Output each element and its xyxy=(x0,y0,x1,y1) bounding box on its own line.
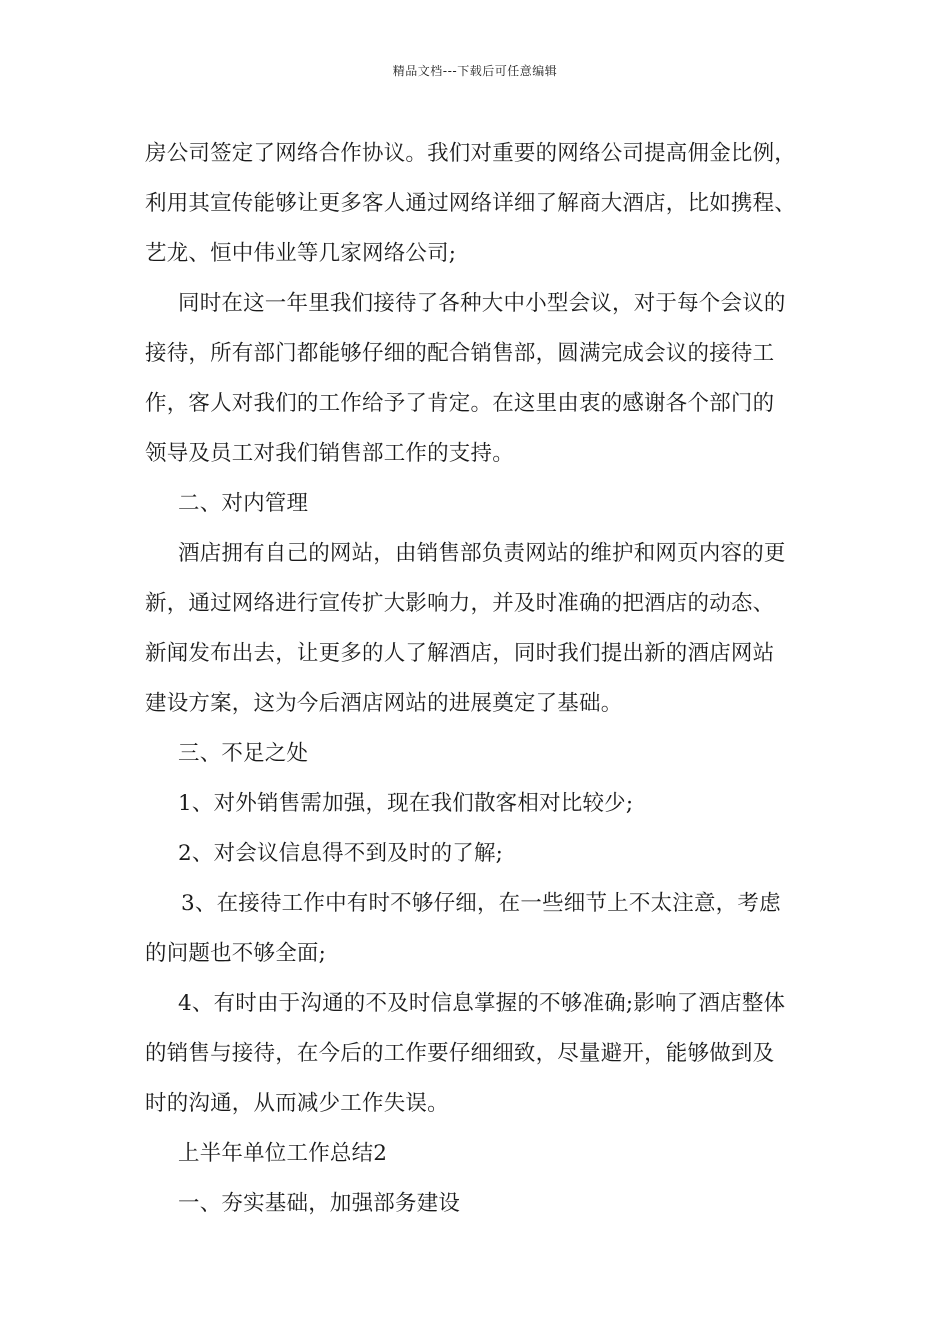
text-line: 建设方案，这为今后酒店网站的进展奠定了基础。 xyxy=(145,691,623,716)
text-line: 的销售与接待，在今后的工作要仔细细致，尽量避开，能够做到及 xyxy=(145,1041,775,1066)
text-line: 时的沟通，从而减少工作失误。 xyxy=(145,1091,449,1116)
text-line: 一、夯实基础，加强部务建设 xyxy=(178,1191,461,1216)
text-line: 领导及员工对我们销售部工作的支持。 xyxy=(145,441,514,466)
text-line: 上半年单位工作总结2 xyxy=(178,1141,388,1166)
text-line: 房公司签定了网络合作协议。我们对重要的网络公司提高佣金比例， xyxy=(145,141,797,166)
text-line: 艺龙、恒中伟业等几家网络公司; xyxy=(145,241,457,266)
document-body xyxy=(145,129,825,1229)
page-header: 精品文档---下载后可任意编辑 xyxy=(392,64,558,78)
text-line: 作，客人对我们的工作给予了肯定。在这里由衷的感谢各个部门的 xyxy=(145,391,775,416)
text-line: 二、对内管理 xyxy=(178,491,309,516)
text-line: 新闻发布出去，让更多的人了解酒店，同时我们提出新的酒店网站 xyxy=(145,641,775,666)
text-line: 利用其宣传能够让更多客人通过网络详细了解商大酒店，比如携程、 xyxy=(145,191,797,216)
text-line: 三、不足之处 xyxy=(178,741,309,766)
text-line: 酒店拥有自己的网站，由销售部负责网站的维护和网页内容的更 xyxy=(178,541,786,566)
text-line: 新，通过网络进行宣传扩大影响力，并及时准确的把酒店的动态、 xyxy=(145,591,775,616)
text-line: 2、对会议信息得不到及时的了解; xyxy=(178,841,504,866)
text-line: 接待，所有部门都能够仔细的配合销售部，圆满完成会议的接待工 xyxy=(145,341,775,366)
text-line: 4、有时由于沟通的不及时信息掌握的不够准确;影响了酒店整体 xyxy=(178,991,786,1016)
text-line: 同时在这一年里我们接待了各种大中小型会议，对于每个会议的 xyxy=(178,291,786,316)
text-line: 3、在接待工作中有时不够仔细，在一些细节上不太注意，考虑 xyxy=(181,891,781,916)
text-line: 1、对外销售需加强，现在我们散客相对比较少; xyxy=(178,791,634,816)
text-line: 的问题也不够全面; xyxy=(145,941,327,966)
